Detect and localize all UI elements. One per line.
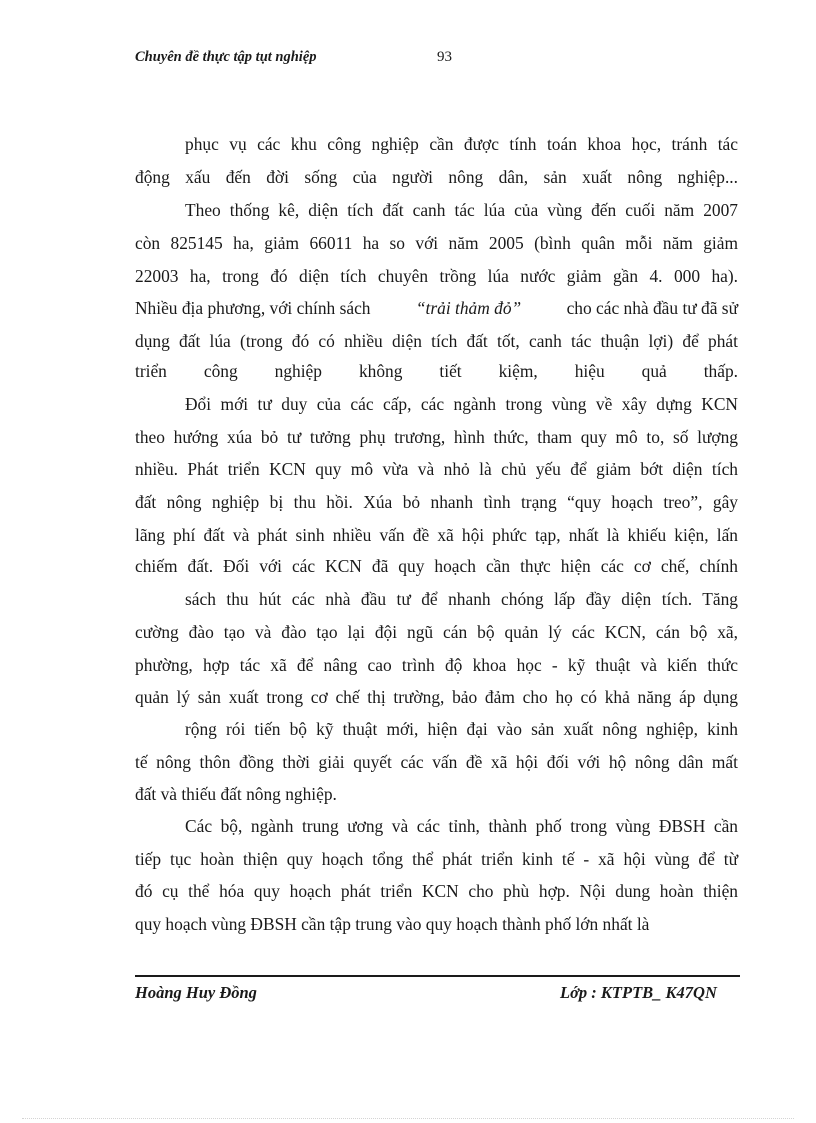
text-line: phục vụ các khu công nghiệp cần được tính toán khoa học, tránh tác (185, 134, 738, 154)
document-title: Chuyên đề thực tập tụt nghiệp (135, 49, 317, 65)
class-label: Lớp : KTPTB_ K47QN (560, 983, 717, 1002)
footer-divider (135, 975, 740, 977)
text-line: tiếp tục hoàn thiện quy hoạch tổng thể phát triển kinh tế - xã hội vùng để từ (135, 849, 738, 869)
text-line: rộng rói tiến bộ kỹ thuật mới, hiện đại vào sản xuất nông nghiệp, kinh (185, 719, 738, 739)
text-line: Theo thống kê, diện tích đất canh tác lúa của vùng đến cuối năm 2007 (185, 200, 738, 220)
author-name: Hoàng Huy Đồng (135, 983, 257, 1002)
text-line (135, 297, 738, 319)
text-line: 22003 ha, trong đó diện tích chuyên trồng lúa nước giảm gần 4. 000 ha). (135, 266, 738, 286)
text-line: nhiều. Phát triển KCN quy mô vừa và nhỏ là chủ yếu để giảm bớt diện tích (135, 459, 738, 479)
text-line: lãng phí đất và phát sinh nhiều vấn đề xã hội phức tạp, nhất là khiếu kiện, lấn (135, 525, 738, 545)
text-line: còn 825145 ha, giảm 66011 ha so với năm 2005 (bình quân mỗi năm giảm (135, 233, 738, 253)
text-line: sách thu hút các nhà đầu tư để nhanh chóng lấp đầy diện tích. Tăng (185, 589, 738, 609)
text-line: theo hướng xúa bỏ tư tưởng phụ trương, hình thức, tham quy mô to, số lượng (135, 427, 738, 447)
text-line: dụng đất lúa (trong đó có nhiều diện tích đất tốt, canh tác thuận lợi) để phát (135, 331, 738, 351)
text-line: Các bộ, ngành trung ương và các tỉnh, thành phố trong vùng ĐBSH cần (185, 816, 738, 836)
text-line: chiếm đất. Đối với các KCN đã quy hoạch cần thực hiện các cơ chế, chính (135, 556, 738, 576)
text-segment: cho các nhà đầu tư đã sử (566, 298, 738, 318)
text-line: cường đào tạo và đào tạo lại đội ngũ cán bộ quản lý các KCN, cán bộ xã, (135, 622, 738, 642)
text-line: động xấu đến đời sống của người nông dân, sản xuất nông nghiệp... (135, 167, 738, 187)
text-line: đó cụ thể hóa quy hoạch phát triển KCN cho phù hợp. Nội dung hoàn thiện (135, 881, 738, 901)
text-line: quy hoạch vùng ĐBSH cần tập trung vào quy hoạch thành phố lớn nhất là (135, 914, 650, 934)
text-line: đất nông nghiệp bị thu hồi. Xúa bỏ nhanh tình trạng “quy hoạch treo”, gây (135, 492, 738, 512)
text-line: phường, hợp tác xã để nâng cao trình độ khoa học - kỹ thuật và kiến thức (135, 655, 738, 675)
text-line: Đổi mới tư duy của các cấp, các ngành trong vùng về xây dựng KCN (185, 394, 738, 414)
emphasized-phrase: “trải thảm đỏ” (415, 298, 522, 318)
text-line: quản lý sản xuất trong cơ chế thị trường, bảo đảm cho họ có khả năng áp dụng (135, 687, 738, 707)
page-number: 93 (437, 49, 452, 65)
text-line: tế nông thôn đồng thời giải quyết các vấn đề xã hội đối với hộ nông dân mất (135, 752, 738, 772)
text-segment: Nhiều địa phương, với chính sách (135, 298, 371, 318)
text-line: đất và thiếu đất nông nghiệp. (135, 784, 337, 804)
page-edge-divider (22, 1118, 794, 1119)
text-line: triển công nghiệp không tiết kiệm, hiệu quả thấp. (135, 361, 738, 381)
